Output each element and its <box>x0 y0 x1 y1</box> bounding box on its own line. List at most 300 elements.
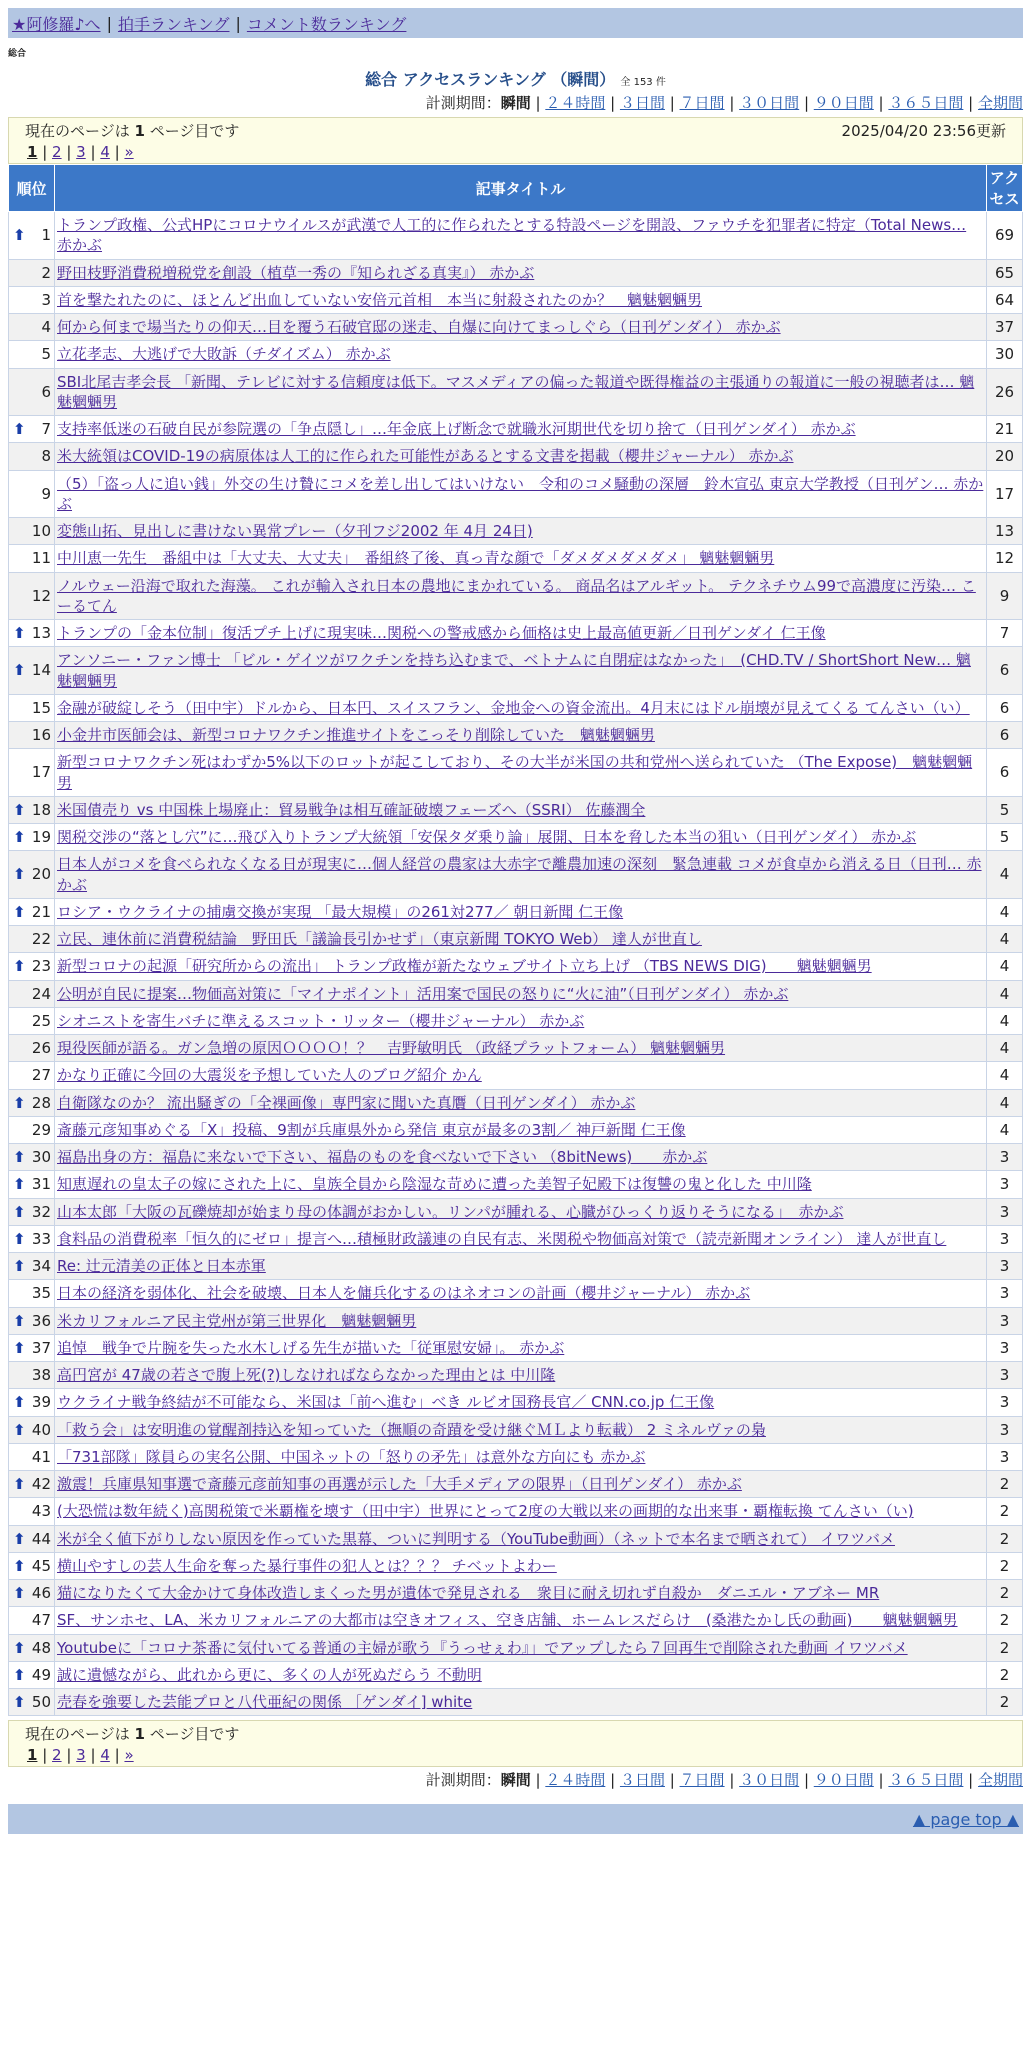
current-page-text <box>25 1723 239 1744</box>
title-cell <box>55 1116 987 1143</box>
rank-number: 39 <box>31 1393 51 1412</box>
article-title-link[interactable]: 変態山拓、見出しに書けない異常プレー（夕刊フジ2002 年 4月 24日) <box>57 522 533 540</box>
table-row <box>9 416 1023 443</box>
access-count: 4 <box>987 1007 1023 1034</box>
access-count: 2 <box>987 1525 1023 1552</box>
article-title-link[interactable]: 「救う会」は安明進の覚醒剤持込を知っていた（撫順の奇蹟を受け継ぐＭＬより転載） 2 ミネルヴァの梟 <box>57 1420 766 1439</box>
rank-cell <box>9 314 55 341</box>
up-arrow-icon: ⬆ <box>13 1556 26 1575</box>
title-cell <box>55 1307 987 1334</box>
access-count: 9 <box>987 572 1023 620</box>
title-cell <box>55 341 987 368</box>
up-arrow-icon: ⬆ <box>13 800 26 819</box>
article-title-link[interactable]: Re: 辻元清美の正体と日本赤軍 <box>57 1257 266 1275</box>
page-separator: | <box>61 143 77 161</box>
up-arrow-icon: ⬆ <box>13 1148 26 1166</box>
rank-cell <box>9 1443 55 1470</box>
rank-number: 48 <box>31 1638 51 1657</box>
title-cell <box>55 1334 987 1361</box>
table-row <box>9 1089 1023 1116</box>
article-title-link[interactable]: （5）「盗っ人に追い銭」外交の生け贄にコメを差し出してはいけない 令和のコメ騒動の深層 鈴木宣弘 東京大学教授（日刊ゲン… 赤かぶ <box>57 474 984 513</box>
table-row <box>9 1171 1023 1198</box>
table-row <box>9 1334 1023 1361</box>
rank-cell <box>9 1253 55 1280</box>
period-link[interactable]: ７日間 <box>679 1771 725 1790</box>
page-link[interactable]: 3 <box>76 1746 86 1765</box>
rank-cell <box>9 1144 55 1171</box>
top-nav-bar <box>8 8 1023 38</box>
table-row <box>9 1144 1023 1171</box>
rank-cell <box>9 1225 55 1252</box>
article-title-link[interactable]: SF、サンホセ、LA、米カリフォルニアの大都市は空きオフィス、空き店舗、ホームレスだらけ (桑港たかし氏の動画) 魑魅魍魎男 <box>57 1611 958 1630</box>
access-count: 3 <box>987 1334 1023 1361</box>
period-link[interactable]: ３日間 <box>619 94 665 112</box>
table-row <box>9 620 1023 647</box>
table-row <box>9 1198 1023 1225</box>
article-title-link[interactable]: アンソニー・ファン博士 「ビル・ゲイツがワクチンを持ち込むまで、ベトナムに自閉症はなかった」 (CHD.TV / ShortShort New… 魑魅魍魎男 <box>57 651 971 690</box>
access-count: 4 <box>987 1062 1023 1089</box>
article-title-link[interactable]: 首を撃たれたのに、ほとんど出血していない安倍元首相 本当に射殺されたのか？ 魑魅魍魎男 <box>57 290 703 309</box>
rank-cell <box>9 1007 55 1034</box>
title-cell <box>55 824 987 851</box>
access-count: 17 <box>987 470 1023 518</box>
article-title-link[interactable]: ウクライナ戦争終結が不可能なら、米国は「前へ進む」べき ルビオ国務長官／ CNN.co.jp 仁王像 <box>57 1393 715 1412</box>
title-cell <box>55 1634 987 1661</box>
title-cell <box>55 1225 987 1252</box>
page-current: 1 <box>27 1746 38 1765</box>
period-link[interactable]: ３０日間 <box>739 94 800 112</box>
rank-cell <box>9 1334 55 1361</box>
rank-cell <box>9 341 55 368</box>
access-count: 2 <box>987 1471 1023 1498</box>
title-cell <box>55 259 987 286</box>
rank-cell <box>9 1416 55 1443</box>
title-cell <box>55 470 987 518</box>
title-cell <box>55 851 987 899</box>
article-title-link[interactable]: 食料品の消費税率「恒久的にゼロ」提言へ…積極財政議連の自民有志、米関税や物価高対策で（読売新聞オンライン） 達人が世直し <box>57 1229 947 1248</box>
rank-number: 25 <box>31 1011 51 1030</box>
up-arrow-icon: ⬆ <box>13 1420 26 1439</box>
title-cell <box>55 314 987 341</box>
rank-cell <box>9 1552 55 1579</box>
table-row <box>9 647 1023 695</box>
article-title-link[interactable]: 斎藤元彦知事めぐる「X」投稿、9割が兵庫県外から発信 東京が最多の3割／ 神戸新聞 仁王像 <box>57 1120 686 1139</box>
rank-cell <box>9 259 55 286</box>
current-page-number: 1 <box>134 122 145 140</box>
access-count: 37 <box>987 314 1023 341</box>
period-selector-top <box>8 92 1023 113</box>
article-title-link[interactable]: 小金井市医師会は、新型コロナワクチン推進サイトをこっそり削除していた 魑魅魍魎男 <box>57 726 655 744</box>
rank-number: 7 <box>41 420 51 438</box>
article-title-link[interactable]: SBI北尾吉孝会長 「新聞、テレビに対する信頼度は低下。マスメディアの偏った報道や既得権益の主張通りの報道に一般の視聴者は… 魑魅魍魎男 <box>57 372 975 411</box>
rank-cell <box>9 926 55 953</box>
title-cell <box>55 1389 987 1416</box>
up-arrow-icon: ⬆ <box>13 1202 26 1221</box>
next-page-link[interactable]: » <box>124 143 134 161</box>
page-text-suffix: ページ目です <box>144 1725 240 1744</box>
table-row <box>9 286 1023 313</box>
pagination <box>25 143 1006 161</box>
article-title-link[interactable]: Youtubeに「コロナ茶番に気付いてる普通の主婦が歌う『うっせぇわ』」でアップしたら７回再生で削除された動画 イワツバメ <box>57 1638 908 1657</box>
period-link[interactable]: ９０日間 <box>813 1771 874 1790</box>
section-label: 総合 <box>8 49 27 59</box>
table-row <box>9 1689 1023 1716</box>
title-cell <box>55 1471 987 1498</box>
period-link[interactable]: ３６５日間 <box>888 1771 964 1790</box>
rank-number: 47 <box>31 1611 51 1630</box>
title-cell <box>55 1171 987 1198</box>
page-text-suffix: ページ目です <box>144 122 240 140</box>
rank-cell <box>9 1580 55 1607</box>
rank-number: 2 <box>41 263 51 282</box>
rank-number: 11 <box>31 549 51 568</box>
page-separator: | <box>37 1746 53 1765</box>
article-title-link[interactable]: トランプの「金本位制」復活プチ上げに現実味…関税への警戒感から価格は史上最高値更新／日刊ゲンダイ 仁王像 <box>57 624 826 642</box>
rank-number: 6 <box>41 382 51 401</box>
period-link[interactable]: 全期間 <box>977 1771 1023 1790</box>
rank-number: 41 <box>31 1447 51 1466</box>
article-title-link[interactable]: 猫になりたくて大金かけて身体改造しまくった男が遺体で発見される 衆目に耐え切れず自殺か ダニエル・アブネー MR <box>57 1584 880 1602</box>
rank-cell <box>9 722 55 749</box>
rank-cell <box>9 1389 55 1416</box>
period-label: 計測期間： <box>425 94 501 112</box>
access-count: 7 <box>987 620 1023 647</box>
access-count: 2 <box>987 1689 1023 1716</box>
page-link[interactable]: 3 <box>76 143 86 161</box>
rank-cell <box>9 518 55 545</box>
access-count: 3 <box>987 1225 1023 1252</box>
period-separator: | <box>724 94 740 112</box>
table-row <box>9 1443 1023 1470</box>
comment-ranking-link[interactable]: コメント数ランキング <box>246 14 407 34</box>
access-count: 4 <box>987 1116 1023 1143</box>
table-row <box>9 851 1023 899</box>
table-row <box>9 545 1023 572</box>
page-separator: | <box>85 1746 101 1765</box>
up-arrow-icon: ⬆ <box>13 828 26 846</box>
access-count: 4 <box>987 980 1023 1007</box>
article-title-link[interactable]: 福島出身の方：福島に来ないで下さい、福島のものを食べないで下さい （8bitNews) 赤かぶ <box>57 1148 708 1166</box>
table-row <box>9 796 1023 823</box>
table-row <box>9 1253 1023 1280</box>
access-count: 6 <box>987 749 1023 797</box>
rank-number: 3 <box>41 290 51 309</box>
nav-separator: | <box>106 13 112 33</box>
access-count: 2 <box>987 1552 1023 1579</box>
period-link[interactable]: 全期間 <box>977 94 1023 112</box>
title-cell <box>55 1498 987 1525</box>
up-arrow-icon: ⬆ <box>13 624 26 642</box>
article-title-link[interactable]: 「731部隊」隊員らの実名公開、中国ネットの「怒りの矛先」は意外な方向にも 赤かぶ <box>57 1447 646 1466</box>
period-separator: | <box>664 1771 680 1790</box>
rank-cell <box>9 1634 55 1661</box>
access-count: 2 <box>987 1580 1023 1607</box>
rank-cell <box>9 1689 55 1716</box>
rank-cell <box>9 1089 55 1116</box>
rank-cell <box>9 416 55 443</box>
article-title-link[interactable]: 公明が自民に提案…物価高対策に「マイナポイント」活用案で国民の怒りに“火に油”（日刊ゲンダイ） 赤かぶ <box>57 984 789 1003</box>
col-title-header: 記事タイトル <box>55 165 987 212</box>
table-row <box>9 1062 1023 1089</box>
table-row <box>9 1498 1023 1525</box>
page-link[interactable]: 4 <box>100 143 110 161</box>
article-title-link[interactable]: 何から何まで場当たりの仰天…目を覆う石破官邸の迷走、自爆に向けてまっしぐら（日刊ゲンダイ） 赤かぶ <box>57 318 781 336</box>
rank-number: 1 <box>41 226 51 245</box>
period-label: 計測期間： <box>425 1771 501 1790</box>
period-separator: | <box>605 94 620 112</box>
title-cell <box>55 1062 987 1089</box>
rank-number: 43 <box>31 1502 51 1521</box>
rank-number: 40 <box>31 1420 51 1439</box>
access-count: 3 <box>987 1280 1023 1307</box>
access-count: 4 <box>987 898 1023 925</box>
rank-cell <box>9 694 55 721</box>
access-count: 6 <box>987 694 1023 721</box>
article-title-link[interactable]: 日本人がコメを食べられなくなる日が現実に…個人経営の農家は大赤字で離農加速の深刻 緊急連載 コメが食卓から消える日（日刊… 赤かぶ <box>57 855 982 894</box>
table-row <box>9 518 1023 545</box>
table-row <box>9 1416 1023 1443</box>
period-current: 瞬間 <box>500 1771 531 1790</box>
page-info-bottom <box>8 1720 1023 1767</box>
rank-number: 35 <box>31 1284 51 1303</box>
rank-number: 49 <box>31 1665 51 1684</box>
article-title-link[interactable]: 高円宮が 47歳の若さで腹上死(?)しなければならなかった理由とは 中川隆 <box>57 1366 556 1384</box>
access-count: 3 <box>987 1144 1023 1171</box>
rank-cell <box>9 1171 55 1198</box>
bottom-bar <box>8 1804 1023 1834</box>
title-cell <box>55 749 987 797</box>
period-separator: | <box>530 94 546 112</box>
article-title-link[interactable]: 中川恵一先生 番組中は「大丈夫、大丈夫」 番組終了後、真っ青な顔で「ダメダメダメダメ」 魑魅魍魎男 <box>57 549 775 568</box>
updated-timestamp: 2025/04/20 23:56更新 <box>841 122 1006 140</box>
article-title-link[interactable]: 立民、連休前に消費税結論 野田氏「議論長引かせず」（東京新聞 TOKYO Web） 達人が世直し <box>57 930 702 948</box>
rank-number: 31 <box>31 1175 51 1194</box>
rank-number: 24 <box>31 984 51 1003</box>
rank-cell <box>9 1280 55 1307</box>
article-title-link[interactable]: かなり正確に今回の大震災を予想していた人のブログ紹介 かん <box>57 1066 482 1085</box>
article-title-link[interactable]: 自衛隊なのか？ 流出騒ぎの「全裸画像」専門家に聞いた真贋（日刊ゲンダイ） 赤かぶ <box>57 1093 636 1112</box>
article-title-link[interactable]: 米国債売り vs 中国株上場廃止：貿易戦争は相互確証破壊フェーズへ（SSRI） 佐藤潤全 <box>57 800 646 819</box>
article-title-link[interactable]: シオニストを寄生バチに準えるスコット・リッター（櫻井ジャーナル） 赤かぶ <box>57 1011 585 1030</box>
period-link[interactable]: ９０日間 <box>813 94 874 112</box>
page-top-link[interactable]: ▲ page top ▲ <box>912 1809 1019 1829</box>
article-title-link[interactable]: 立花孝志、大逃げで大敗訴（チダイズム） 赤かぶ <box>57 345 391 364</box>
table-row <box>9 1552 1023 1579</box>
period-separator: | <box>873 1771 889 1790</box>
period-link[interactable]: ３０日間 <box>739 1771 800 1790</box>
ranking-table <box>8 164 1023 1716</box>
title-cell <box>55 1689 987 1716</box>
table-row <box>9 694 1023 721</box>
access-count: 2 <box>987 1498 1023 1525</box>
table-row <box>9 1634 1023 1661</box>
page-status-row <box>25 120 1006 141</box>
title-cell <box>55 416 987 443</box>
rank-cell <box>9 1362 55 1389</box>
access-count: 4 <box>987 953 1023 980</box>
article-title-link[interactable]: 支持率低迷の石破自民が参院選の「争点隠し」…年金底上げ断念で就職氷河期世代を切り捨て（日刊ゲンダイ） 赤かぶ <box>57 420 856 438</box>
up-arrow-icon: ⬆ <box>13 1175 26 1194</box>
up-arrow-icon: ⬆ <box>13 1093 26 1112</box>
title-cell <box>55 572 987 620</box>
article-title-link[interactable]: ノルウェー沿海で取れた海藻。 これが輸入され日本の農地にまかれている。 商品名はアルギット。 テクネチウム99で高濃度に汚染… こーるてん <box>57 576 976 615</box>
article-title-link[interactable]: 金融が破綻しそう（田中宇）ドルから、日本円、スイスフラン、金地金への資金流出。4月末にはドル崩壊が見えてくる てんさい（い） <box>57 698 970 717</box>
period-separator: | <box>724 1771 740 1790</box>
total-count: 全 153 件 <box>620 77 666 88</box>
table-row <box>9 1607 1023 1634</box>
article-title-link[interactable]: ロシア・ウクライナの捕虜交換が実現 「最大規模」の261対277／ 朝日新聞 仁王像 <box>57 902 624 921</box>
period-link[interactable]: ３日間 <box>619 1771 665 1790</box>
period-link[interactable]: ２４時間 <box>545 1771 606 1790</box>
access-count: 3 <box>987 1171 1023 1198</box>
period-selector-bottom <box>8 1769 1023 1790</box>
article-title-link[interactable]: 山本太郎「大阪の瓦礫焼却が始まり母の体調がおかしい。リンパが腫れる、心臓がひっくり返りそうになる」 赤かぶ <box>57 1202 844 1221</box>
rank-cell <box>9 1661 55 1688</box>
rank-number: 44 <box>31 1529 51 1548</box>
table-row <box>9 314 1023 341</box>
pagination <box>25 1746 1006 1764</box>
article-title-link[interactable]: 関税交渉の“落とし穴”に…飛び入りトランプ大統領「安保タダ乗り論」展開、日本を脅した本当の狙い（日刊ゲンダイ） 赤かぶ <box>57 828 917 846</box>
article-title-link[interactable]: 新型コロナワクチン死はわずか5%以下のロットが起こしており、その大半が米国の共和党州へ送られていた （The Expose) 魑魅魍魎男 <box>57 753 973 792</box>
article-title-link[interactable]: 横山やすしの芸人生命を奪った暴行事件の犯人とは？？？ チベットよわー <box>57 1556 557 1575</box>
article-title-link[interactable]: (大恐慌は数年続く)高関税策で米覇権を壊す（田中宇）世界にとって2度の大戦以来の画期的な出来事・覇権転換 てんさい（い) <box>57 1502 914 1521</box>
article-title-link[interactable]: 日本の経済を弱体化、社会を破壊、日本人を傭兵化するのはネオコンの計画（櫻井ジャーナル） 赤かぶ <box>57 1284 751 1303</box>
up-arrow-icon: ⬆ <box>13 661 26 680</box>
access-count: 5 <box>987 824 1023 851</box>
article-title-link[interactable]: 米大統領はCOVID-19の病原体は人工的に作られた可能性があるとする文書を掲載（櫻井ジャーナル） 赤かぶ <box>57 447 794 466</box>
title-cell <box>55 953 987 980</box>
access-count: 4 <box>987 1035 1023 1062</box>
rank-number: 17 <box>31 763 51 782</box>
access-count: 4 <box>987 851 1023 899</box>
article-title-link[interactable]: 米カリフォルニア民主党州が第三世界化 魑魅魍魎男 <box>57 1311 417 1330</box>
table-row <box>9 1116 1023 1143</box>
home-link[interactable]: ★阿修羅♪へ <box>12 14 101 34</box>
table-row <box>9 1007 1023 1034</box>
up-arrow-icon: ⬆ <box>13 902 26 921</box>
article-title-link[interactable]: 新型コロナの起源「研究所からの流出」 トランプ政権が新たなウェブサイト立ち上げ （TBS NEWS DIG) 魑魅魍魎男 <box>57 957 872 976</box>
article-title-link[interactable]: 野田枝野消費税増税党を創設（植草一秀の『知られざる真実』） 赤かぶ <box>57 263 535 282</box>
rank-cell <box>9 1607 55 1634</box>
title-cell <box>55 1552 987 1579</box>
rank-number: 23 <box>31 957 51 976</box>
table-row <box>9 824 1023 851</box>
access-count: 5 <box>987 796 1023 823</box>
table-row <box>9 1035 1023 1062</box>
up-arrow-icon: ⬆ <box>13 226 26 245</box>
rank-number: 20 <box>31 865 51 884</box>
current-page-text <box>25 120 239 141</box>
rank-cell <box>9 1062 55 1089</box>
rank-cell <box>9 1198 55 1225</box>
page-link[interactable]: 2 <box>52 143 62 161</box>
access-count: 2 <box>987 1607 1023 1634</box>
article-title-link[interactable]: 激震！兵庫県知事選で斎藤元彦前知事の再選が示した「大手メディアの限界」（日刊ゲンダイ） 赤かぶ <box>57 1475 742 1493</box>
rank-number: 33 <box>31 1229 51 1248</box>
page-info-top <box>8 117 1023 164</box>
table-row <box>9 572 1023 620</box>
period-separator: | <box>963 94 978 112</box>
up-arrow-icon: ⬆ <box>13 1393 26 1412</box>
next-page-link[interactable]: » <box>124 1746 134 1765</box>
period-link[interactable]: ２４時間 <box>545 94 606 112</box>
clap-ranking-link[interactable]: 拍手ランキング <box>117 14 230 34</box>
table-row <box>9 722 1023 749</box>
title-cell <box>55 926 987 953</box>
access-count: 65 <box>987 259 1023 286</box>
article-title-link[interactable]: 売春を強要した芸能プロと八代亜紀の関係 ［ゲンダイ] white <box>57 1693 473 1711</box>
table-row <box>9 1471 1023 1498</box>
title-cell <box>55 647 987 695</box>
period-link[interactable]: ３６５日間 <box>888 94 964 112</box>
table-row <box>9 1525 1023 1552</box>
access-count: 13 <box>987 518 1023 545</box>
access-count: 3 <box>987 1416 1023 1443</box>
period-link[interactable]: ７日間 <box>679 94 725 112</box>
up-arrow-icon: ⬆ <box>13 1475 26 1493</box>
title-cell <box>55 1661 987 1688</box>
page-separator: | <box>61 1746 77 1765</box>
up-arrow-icon: ⬆ <box>13 1311 26 1330</box>
access-count: 3 <box>987 1389 1023 1416</box>
rank-number: 13 <box>31 624 51 642</box>
rank-number: 4 <box>41 318 51 336</box>
rank-number: 22 <box>31 930 51 948</box>
period-separator: | <box>963 1771 978 1790</box>
rank-number: 9 <box>41 484 51 503</box>
access-count: 20 <box>987 443 1023 470</box>
rank-cell <box>9 1116 55 1143</box>
table-row <box>9 212 1023 260</box>
rank-number: 38 <box>31 1366 51 1384</box>
article-title-link[interactable]: 追悼 戦争で片腕を失った水木しげる先生が描いた「従軍慰安婦」。 赤かぶ <box>57 1338 565 1357</box>
rank-number: 28 <box>31 1093 51 1112</box>
title-cell <box>55 443 987 470</box>
rank-number: 5 <box>41 345 51 364</box>
article-title-link[interactable]: 米が全く値下がりしない原因を作っていた黒幕、ついに判明する（YouTube動画）（ネットで本名まで晒されて） イワツバメ <box>57 1529 895 1548</box>
rank-cell <box>9 443 55 470</box>
article-title-link[interactable]: 誠に遺憾ながら、此れから更に、多くの人が死ぬだらう 不動明 <box>57 1665 482 1684</box>
rank-number: 16 <box>31 726 51 744</box>
rank-number: 36 <box>31 1311 51 1330</box>
rank-cell <box>9 647 55 695</box>
up-arrow-icon: ⬆ <box>13 1529 26 1548</box>
table-row <box>9 1307 1023 1334</box>
access-count: 3 <box>987 1253 1023 1280</box>
up-arrow-icon: ⬆ <box>13 1338 26 1357</box>
title-cell <box>55 1280 987 1307</box>
rank-cell <box>9 1307 55 1334</box>
period-current: 瞬間 <box>500 94 531 112</box>
rank-cell <box>9 1471 55 1498</box>
rank-number: 21 <box>31 902 51 921</box>
up-arrow-icon: ⬆ <box>13 1693 26 1711</box>
table-row <box>9 953 1023 980</box>
article-title-link[interactable]: 知恵遅れの皇太子の嫁にされた上に、皇族全員から陰湿な苛めに遭った美智子妃殿下は復讐の鬼と化した 中川隆 <box>57 1175 812 1194</box>
period-separator: | <box>664 94 680 112</box>
table-row <box>9 443 1023 470</box>
rank-cell <box>9 953 55 980</box>
page-link[interactable]: 4 <box>100 1746 110 1765</box>
rank-cell <box>9 470 55 518</box>
article-title-link[interactable]: 現役医師が語る。ガン急増の原因ＯＯＯＯ！？ 吉野敏明氏 （政経プラットフォーム） 魑魅魍魎男 <box>57 1039 726 1057</box>
page-separator: | <box>109 143 125 161</box>
title-cell <box>55 898 987 925</box>
article-title-link[interactable]: トランプ政権、公式HPにコロナウイルスが武漢で人工的に作られたとする特設ページを開設、ファウチを犯罪者に特定（Total News… 赤かぶ <box>57 216 967 255</box>
page-link[interactable]: 2 <box>52 1746 62 1765</box>
rank-number: 32 <box>31 1202 51 1221</box>
period-separator: | <box>873 94 889 112</box>
